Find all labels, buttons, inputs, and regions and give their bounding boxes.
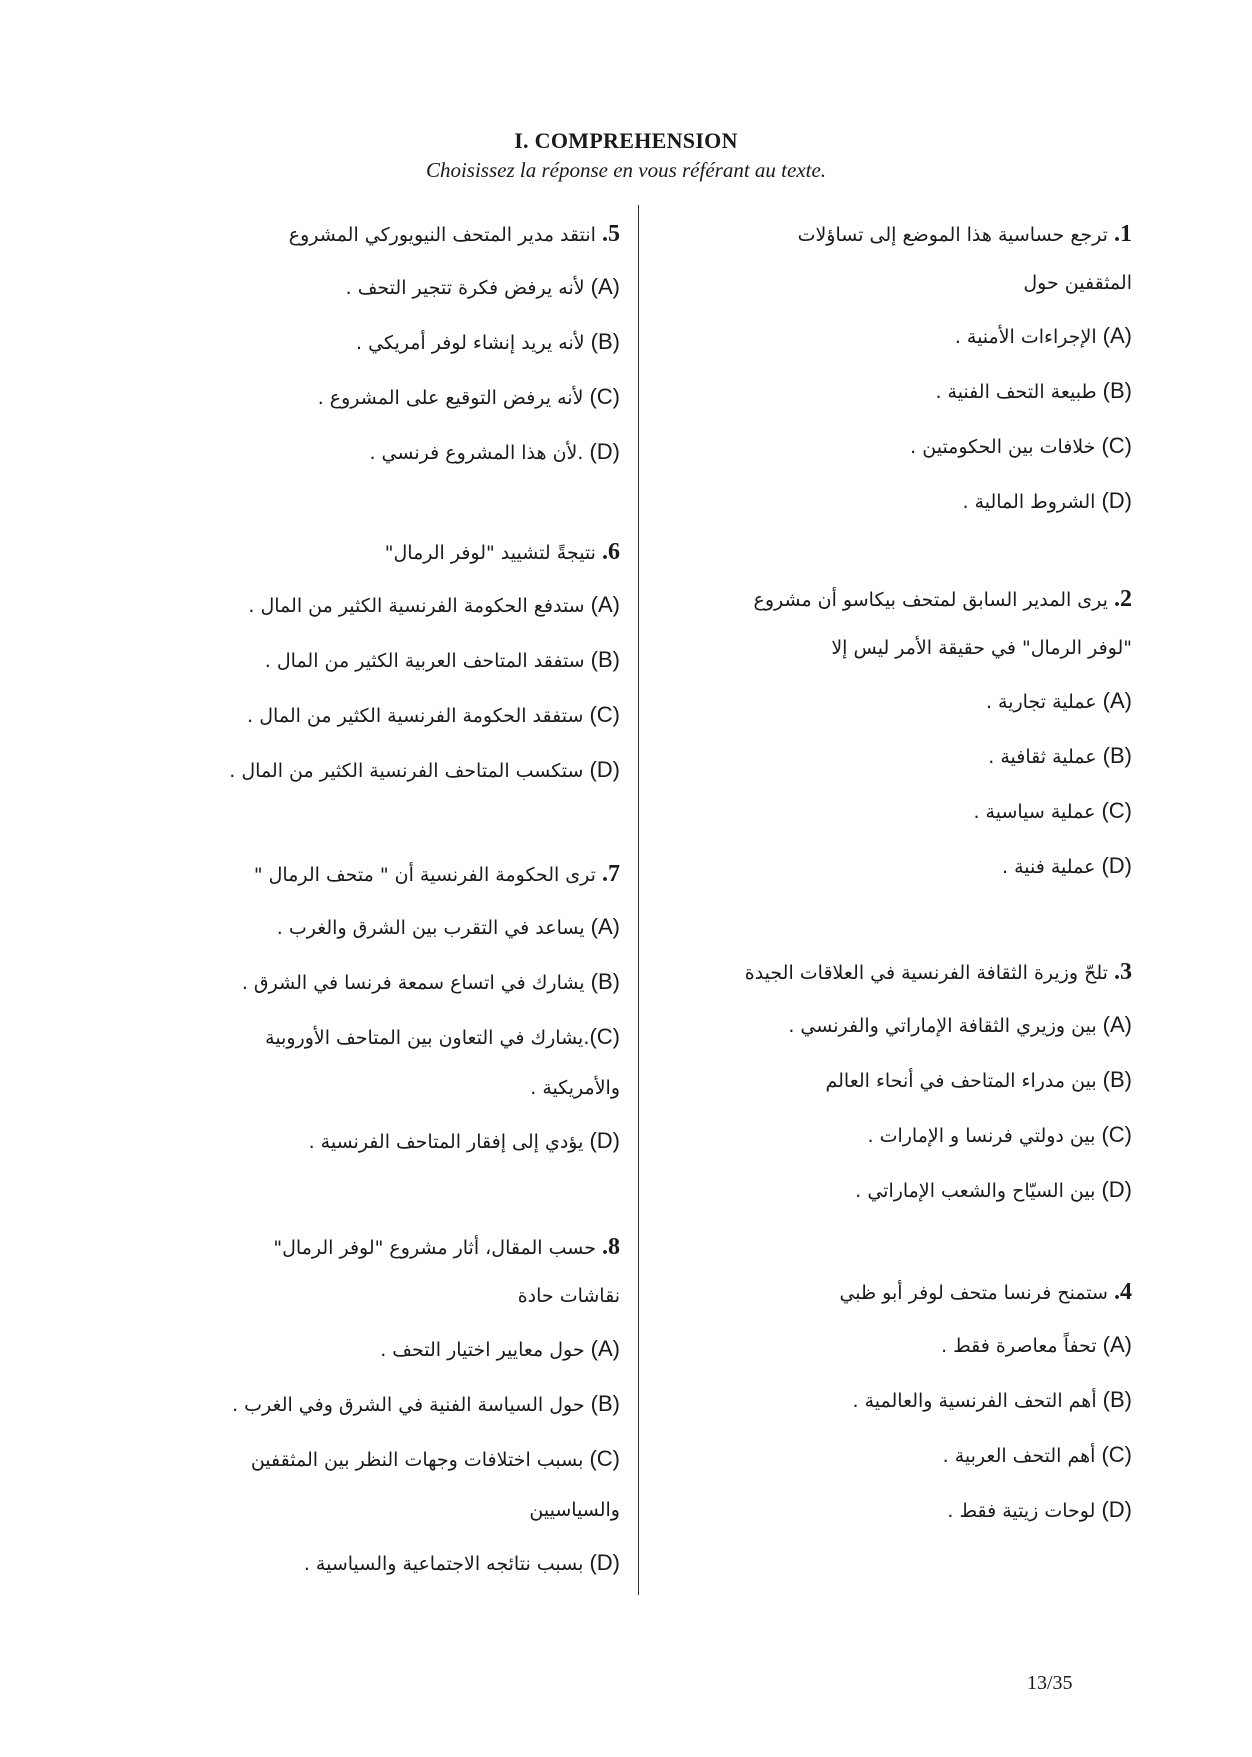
option-text: طبيعة التحف الفنية . [935, 381, 1097, 403]
option-text: بين السيّاح والشعب الإماراتي . [855, 1180, 1096, 1202]
answer-option-b[interactable] [160, 632, 620, 687]
option-letter: (C) [1101, 433, 1132, 458]
question-number: 4. [1114, 1279, 1132, 1305]
option-letter: (D) [1101, 853, 1132, 878]
question-2 [672, 575, 1132, 893]
question-text-line: "لوفر الرمال" في حقيقة الأمر ليس إلا [831, 637, 1132, 659]
question-8 [160, 1223, 620, 1590]
answer-option-a[interactable] [672, 308, 1132, 363]
option-letter: (D) [589, 439, 620, 464]
question-text-line: انتقد مدير المتحف النيويوركي المشروع [288, 224, 596, 246]
question-stem [672, 948, 1132, 997]
option-letter: (A) [590, 592, 620, 617]
answer-option-d[interactable] [160, 1113, 620, 1168]
option-letter: (B) [1102, 743, 1132, 768]
answer-option-a[interactable] [672, 997, 1132, 1052]
question-text-line: المثقفين حول [1023, 272, 1132, 294]
option-letter: (D) [1101, 1497, 1132, 1522]
question-stem [160, 210, 620, 259]
answer-option-a[interactable] [672, 1317, 1132, 1372]
option-text: ستكسب المتاحف الفرنسية الكثير من المال . [229, 760, 584, 782]
option-letter: (C) [1101, 798, 1132, 823]
option-text: تحفاً معاصرة فقط . [941, 1335, 1097, 1357]
option-text: .لأن هذا المشروع فرنسي . [369, 442, 584, 464]
option-text: بين دولتي فرنسا و الإمارات . [867, 1125, 1096, 1147]
question-number: 5. [602, 221, 620, 247]
section-title: I. COMPREHENSION [514, 128, 738, 153]
answer-option-b[interactable] [672, 1052, 1132, 1107]
answer-option-c[interactable] [160, 1009, 620, 1064]
question-1 [672, 210, 1132, 528]
answer-option-a[interactable] [160, 1321, 620, 1376]
question-text-line: حسب المقال، أثار مشروع "لوفر الرمال" [273, 1237, 596, 1259]
question-number: 7. [602, 861, 620, 887]
option-continuation: والأمريكية . [530, 1077, 620, 1099]
option-text: لأنه يريد إنشاء لوفر أمريكي . [356, 332, 585, 354]
option-text: لوحات زيتية فقط . [947, 1500, 1096, 1522]
option-text: عملية تجارية . [985, 691, 1097, 713]
option-letter: (B) [590, 969, 620, 994]
option-letter: (D) [589, 757, 620, 782]
answer-option-b[interactable] [160, 954, 620, 1009]
option-letter: (B) [590, 329, 620, 354]
answer-option-a[interactable] [672, 673, 1132, 728]
option-text: يشارك في التعاون بين المتاحف الأوروبية [265, 1027, 584, 1049]
page-number: 13/35 [1027, 1672, 1073, 1694]
option-text: حول السياسة الفنية في الشرق وفي الغرب . [232, 1394, 585, 1416]
answer-option-b[interactable] [672, 363, 1132, 418]
option-continuation: والسياسيين [529, 1499, 620, 1521]
option-letter: (C). [583, 1024, 620, 1049]
option-letter: (A) [590, 914, 620, 939]
question-text-line: ستمنح فرنسا متحف لوفر أبو ظبي [839, 1282, 1108, 1304]
question-number: 3. [1114, 959, 1132, 985]
answer-option-c[interactable] [672, 1427, 1132, 1482]
section-header [0, 128, 1252, 183]
question-7 [160, 850, 620, 1168]
question-stem [160, 528, 620, 577]
question-3 [672, 948, 1132, 1217]
option-text: أهم التحف الفرنسية والعالمية . [852, 1390, 1097, 1412]
option-text: يؤدي إلى إفقار المتاحف الفرنسية . [308, 1131, 584, 1153]
option-letter: (B) [1102, 1387, 1132, 1412]
answer-option-c[interactable] [672, 783, 1132, 838]
option-letter: (C) [1101, 1442, 1132, 1467]
question-stem [672, 210, 1132, 259]
column-divider [638, 205, 639, 1595]
answer-option-a[interactable] [160, 259, 620, 314]
option-letter: (A) [1102, 688, 1132, 713]
question-stem [160, 1223, 620, 1272]
answer-option-b[interactable] [672, 1372, 1132, 1427]
option-text: خلافات بين الحكومتين . [910, 436, 1096, 458]
question-6 [160, 528, 620, 797]
section-instruction: Choisissez la réponse en vous référant au texte. [425, 158, 827, 182]
option-text: عملية سياسية . [973, 801, 1096, 823]
option-text: بسبب اختلافات وجهات النظر بين المثقفين [250, 1449, 584, 1471]
question-4 [672, 1268, 1132, 1537]
option-text: حول معايير اختيار التحف . [380, 1339, 585, 1361]
answer-option-d[interactable] [160, 1535, 620, 1590]
option-letter: (D) [1101, 488, 1132, 513]
question-text-line: نتيجةً لتشييد "لوفر الرمال" [384, 542, 596, 564]
question-text-line: نقاشات حادة [517, 1285, 620, 1307]
option-text: عملية ثقافية . [988, 746, 1097, 768]
option-text: الإجراءات الأمنية . [954, 326, 1097, 348]
answer-option-d[interactable] [160, 742, 620, 797]
question-text-line: تلحّ وزيرة الثقافة الفرنسية في العلاقات الجيدة [744, 962, 1108, 984]
option-text: يشارك في اتساع سمعة فرنسا في الشرق . [241, 972, 585, 994]
option-letter: (A) [590, 274, 620, 299]
question-number: 2. [1114, 586, 1132, 612]
question-text-line: ترى الحكومة الفرنسية أن " متحف الرمال " [253, 864, 596, 886]
option-text: بين مدراء المتاحف في أنحاء العالم [825, 1070, 1097, 1092]
answer-option-c[interactable] [160, 687, 620, 742]
option-text: عملية فنية . [1002, 856, 1096, 878]
option-letter: (D) [1101, 1177, 1132, 1202]
option-letter: (C) [1101, 1122, 1132, 1147]
answer-option-d[interactable] [672, 473, 1132, 528]
option-text: لأنه يرفض فكرة تتجير التحف . [345, 277, 585, 299]
option-letter: (B) [1102, 1067, 1132, 1092]
answer-option-d[interactable] [672, 838, 1132, 893]
question-text-line: ترجع حساسية هذا الموضع إلى تساؤلات [797, 224, 1108, 246]
answer-option-c[interactable] [160, 369, 620, 424]
option-text: لأنه يرفض التوقيع على المشروع . [317, 387, 584, 409]
option-letter: (C) [589, 702, 620, 727]
option-letter: (D) [589, 1550, 620, 1575]
answer-option-a[interactable] [160, 577, 620, 632]
option-letter: (D) [589, 1128, 620, 1153]
option-letter: (B) [590, 1391, 620, 1416]
option-text: ستفقد الحكومة الفرنسية الكثير من المال . [247, 705, 584, 727]
question-stem [672, 1268, 1132, 1317]
question-number: 1. [1114, 221, 1132, 247]
option-text: يساعد في التقرب بين الشرق والغرب . [276, 917, 585, 939]
option-text: بسبب نتائجه الاجتماعية والسياسية . [303, 1553, 584, 1575]
option-text: بين وزيري الثقافة الإماراتي والفرنسي . [788, 1015, 1097, 1037]
answer-option-b[interactable] [160, 1376, 620, 1431]
answer-option-d[interactable] [160, 424, 620, 479]
answer-option-b[interactable] [160, 314, 620, 369]
option-text: الشروط المالية . [962, 491, 1096, 513]
question-text-line: يرى المدير السابق لمتحف بيكاسو أن مشروع [753, 589, 1108, 611]
answer-option-d[interactable] [672, 1482, 1132, 1537]
option-letter: (C) [589, 384, 620, 409]
question-number: 6. [602, 539, 620, 565]
option-letter: (B) [590, 647, 620, 672]
answer-option-c[interactable] [160, 1431, 620, 1486]
option-text: أهم التحف العربية . [942, 1445, 1096, 1467]
answer-option-c[interactable] [672, 1107, 1132, 1162]
answer-option-a[interactable] [160, 899, 620, 954]
option-letter: (C) [589, 1446, 620, 1471]
option-letter: (A) [1102, 1332, 1132, 1357]
answer-option-c[interactable] [672, 418, 1132, 473]
question-5 [160, 210, 620, 479]
option-letter: (A) [1102, 1012, 1132, 1037]
option-letter: (B) [1102, 378, 1132, 403]
answer-option-d[interactable] [672, 1162, 1132, 1217]
option-text: ستدفع الحكومة الفرنسية الكثير من المال . [248, 595, 585, 617]
answer-option-b[interactable] [672, 728, 1132, 783]
question-stem [160, 850, 620, 899]
question-stem [672, 575, 1132, 624]
option-letter: (A) [1102, 323, 1132, 348]
question-number: 8. [602, 1234, 620, 1260]
option-text: ستفقد المتاحف العربية الكثير من المال . [264, 650, 585, 672]
option-letter: (A) [590, 1336, 620, 1361]
